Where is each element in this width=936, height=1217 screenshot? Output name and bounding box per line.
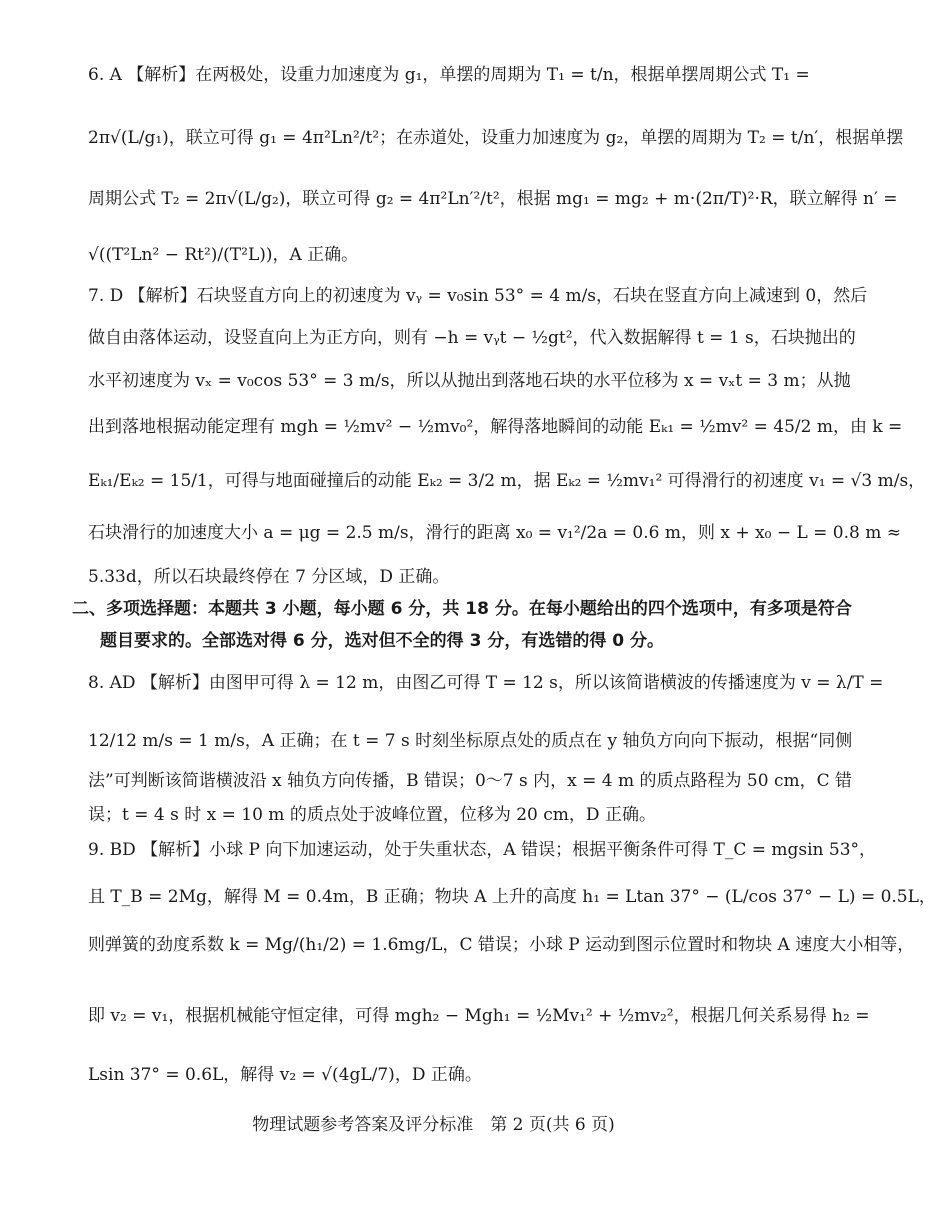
q6-line: 6. A 【解析】在两极处，设重力加速度为 g₁，单摆的周期为 T₁ = t/n，根据单摆周期公式 T₁ = bbox=[88, 65, 810, 85]
q8-line: 12/12 m/s = 1 m/s，A 正确；在 t = 7 s 时刻坐标原点处的质点在 y 轴负方向向下振动，根据“同侧 bbox=[88, 731, 853, 751]
q6-line: 周期公式 T₂ = 2π√(L/g₂)，联立可得 g₂ = 4π²Ln′²/t²，根据 mg₁ = mg₂ + m·(2π/T)²·R，联立解得 n′ = bbox=[88, 189, 898, 209]
section-heading-line: 二、多项选择题：本题共 3 小题，每小题 6 分，共 18 分。在每小题给出的四个选项中，有多项是符合 bbox=[72, 599, 852, 619]
q9-line: Lsin 37° = 0.6L，解得 v₂ = √(4gL/7)，D 正确。 bbox=[88, 1065, 482, 1085]
q8-line: 误；t = 4 s 时 x = 10 m 的质点处于波峰位置，位移为 20 cm，D 正确。 bbox=[88, 805, 656, 825]
q9-line: 则弹簧的劲度系数 k = Mg/(h₁/2) = 1.6mg/L，C 错误；小球 P 运动到图示位置时和物块 A 速度大小相等， bbox=[88, 935, 915, 955]
q8-line: 法”可判断该简谐横波沿 x 轴负方向传播，B 错误；0～7 s 内，x = 4 m 的质点路程为 50 cm，C 错 bbox=[88, 771, 853, 791]
page-footer: 物理试题参考答案及评分标准 第 2 页(共 6 页) bbox=[252, 1115, 615, 1135]
q7-line: Eₖ₁/Eₖ₂ = 15/1，可得与地面碰撞后的动能 Eₖ₂ = 3/2 m，据 Eₖ₂ = ½mv₁² 可得滑行的初速度 v₁ = √3 m/s， bbox=[88, 471, 926, 491]
q9-line: 9. BD 【解析】小球 P 向下加速运动，处于失重状态，A 错误；根据平衡条件可得 T_C = mgsin 53°， bbox=[88, 840, 877, 860]
q7-line: 水平初速度为 vₓ = v₀cos 53° = 3 m/s，所以从抛出到落地石块的水平位移为 x = vₓt = 3 m；从抛 bbox=[88, 371, 851, 391]
q6-line: √((T²Ln² − Rt²)/(T²L))，A 正确。 bbox=[88, 245, 359, 265]
q7-line: 7. D 【解析】石块竖直方向上的初速度为 vᵧ = v₀sin 53° = 4 m/s，石块在竖直方向上减速到 0，然后 bbox=[88, 286, 868, 306]
q7-line: 出到落地根据动能定理有 mgh = ½mv² − ½mv₀²，解得落地瞬间的动能 Eₖ₁ = ½mv² = 45/2 m，由 k = bbox=[88, 417, 903, 437]
q6-line: 2π√(L/g₁)，联立可得 g₁ = 4π²Ln²/t²；在赤道处，设重力加速度为 g₂，单摆的周期为 T₂ = t/n′，根据单摆 bbox=[88, 128, 904, 148]
q7-line: 石块滑行的加速度大小 a = μg = 2.5 m/s，滑行的距离 x₀ = v₁²/2a = 0.6 m，则 x + x₀ − L = 0.8 m ≈ bbox=[88, 523, 902, 543]
q9-line: 即 v₂ = v₁，根据机械能守恒定律，可得 mgh₂ − Mgh₁ = ½Mv₁² + ½mv₂²，根据几何关系易得 h₂ = bbox=[88, 1006, 870, 1026]
q7-line: 做自由落体运动，设竖直向上为正方向，则有 −h = vᵧt − ½gt²，代入数据解得 t = 1 s，石块抛出的 bbox=[88, 328, 856, 348]
q8-line: 8. AD 【解析】由图甲可得 λ = 12 m，由图乙可得 T = 12 s，所以该简谐横波的传播速度为 v = λ/T = bbox=[88, 673, 884, 693]
section-heading-line: 题目要求的。全部选对得 6 分，选对但不全的得 3 分，有选错的得 0 分。 bbox=[100, 631, 664, 651]
q7-line: 5.33d，所以石块最终停在 7 分区域，D 正确。 bbox=[88, 567, 450, 587]
q9-line: 且 T_B = 2Mg，解得 M = 0.4m，B 正确；物块 A 上升的高度 h₁ = Ltan 37° − (L/cos 37° − L) = 0.5L， bbox=[88, 887, 936, 907]
